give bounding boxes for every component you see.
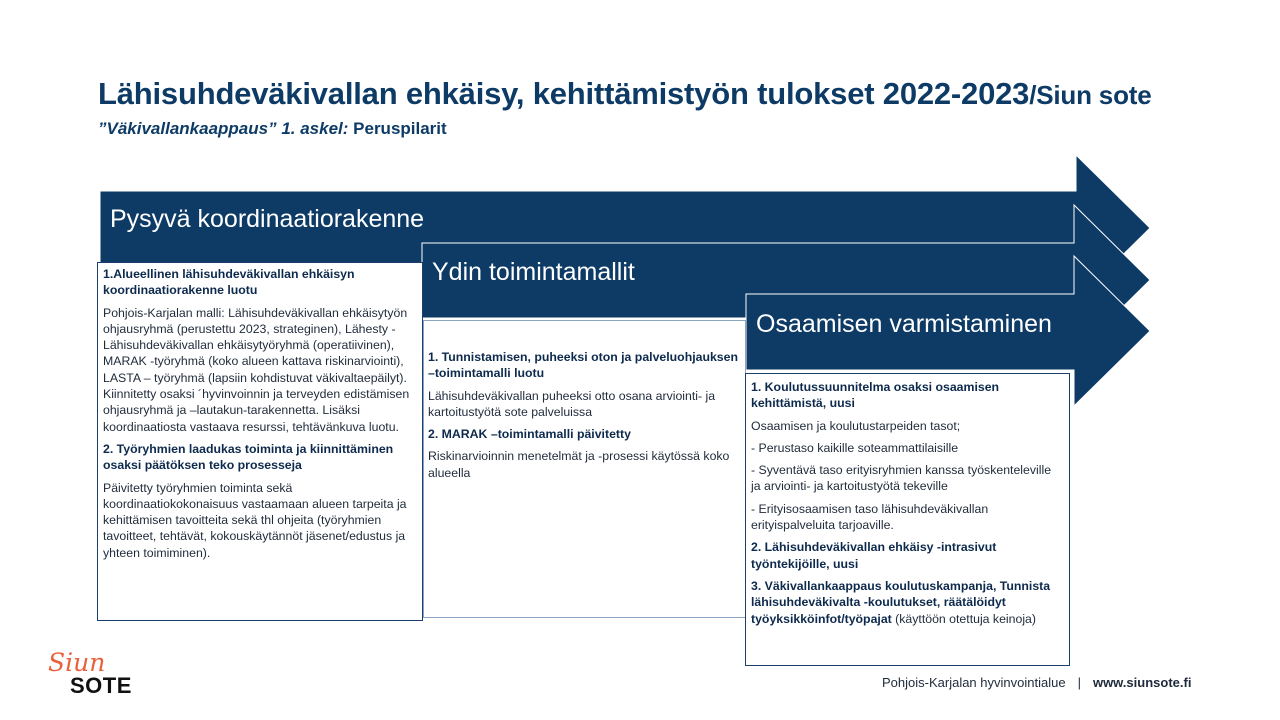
footer: [882, 675, 1191, 690]
subtitle-italic: ”Väkivallankaappaus” 1. askel:: [98, 119, 349, 138]
footer-separator: |: [1077, 675, 1081, 690]
logo-script-text: Siun: [48, 648, 106, 677]
box2-heading-1: 1. Tunnistamisen, puheeksi oton ja palveluohjauksen –toimintamalli luotu: [428, 350, 738, 381]
box3-text-4: - Erityisosaamisen taso lähisuhdeväkivallan erityispalveluita tarjoaville.: [751, 501, 989, 533]
box3-text-5: (käyttöön otettuja keinoja): [891, 611, 1036, 626]
box3-heading-1: 1. Koulutussuunnitelma osaksi osaamisen kehittämistä, uusi: [751, 380, 1000, 411]
footer-org: Pohjois-Karjalan hyvinvointialue: [882, 675, 1066, 690]
box1-text-1: Pohjois-Karjalan malli: Lähisuhdeväkivallan ehkäisytyön ohjausryhmä (perustettu 2023, strateginen), Lähesty -Lähisuhdeväkivallan ehkäisytyöryhmä (operatiivinen), MARAK -työryhmä (koko alueen kattava riskinarviointi), LASTA – työryhmä (lapsiin kohdistuvat väkivaltaepäilyt). Kiinnitetty osaksi ´hyvinvoinnin ja terveyden edistämisen ohjausryhmä ja –lautakun-tarakennetta. Lisäksi koordinaatiosta vastaava resurssi, tehtävänkuva luotu.: [103, 305, 410, 434]
box2-text-1: Lähisuhdeväkivallan puheeksi otto osana arviointi- ja kartoitustyötä sote palveluissa: [428, 388, 716, 419]
coordination-structure-box: [97, 262, 423, 621]
arrow-2-label: Ydin toimintamallit: [432, 258, 635, 286]
box3-text-1: Osaamisen ja koulutustarpeiden tasot;: [751, 418, 961, 433]
box3-text-3: - Syventävä taso erityisryhmien kanssa työskenteleville ja arviointi- ja kartoitustyötä tekeville: [751, 463, 1052, 494]
box3-text-2: - Perustaso kaikille soteammattilaisille: [751, 440, 959, 455]
subtitle-rest: Peruspilarit: [348, 119, 447, 138]
footer-url[interactable]: www.siunsote.fi: [1092, 675, 1192, 690]
box1-text-2: Päivitetty työryhmien toiminta sekä koordinaatiokokonaisuus vastaamaan alueen tarpeita ja kehittämisen tavoitteita sekä thl ohjeita (työryhmien tavoitteet, tehtävät, kokouskäytännöt jäsenet/edustus ja yhteen toimiminen).: [103, 480, 407, 560]
title-main: Lähisuhdeväkivallan ehkäisy, kehittämistyön tulokset 2022-2023: [98, 76, 1030, 111]
box1-heading-1: 1.Alueellinen lähisuhdeväkivallan ehkäisyn koordinaatiorakenne luotu: [103, 267, 355, 298]
box3-item-3: [751, 578, 1064, 627]
logo-sote-text: SOTE: [70, 673, 132, 698]
box2-text-2: Riskinarvioinnin menetelmät ja -prosessi käytössä koko alueella: [428, 449, 730, 480]
competence-box: [745, 373, 1070, 666]
arrow-1-label: Pysyvä koordinaatiorakenne: [110, 205, 425, 233]
box3-heading-3: 3. Väkivallankaappaus koulutuskampanja, Tunnista lähisuhdeväkivalta -koulutukset, räätälöidyt työyksikköinfot/työpajat: [751, 578, 1051, 626]
box2-heading-2: 2. MARAK –toimintamalli päivitetty: [428, 427, 631, 442]
core-models-box: [423, 320, 746, 618]
title-suffix: /Siun sote: [1029, 80, 1152, 110]
box1-heading-2: 2. Työryhmien laadukas toiminta ja kiinnittäminen osaksi päätöksen teko prosesseja: [103, 441, 394, 473]
box3-heading-2: 2. Lähisuhdeväkivallan ehkäisy -intrasivut työntekijöille, uusi: [751, 540, 997, 571]
arrow-3-label: Osaamisen varmistaminen: [756, 310, 1052, 338]
